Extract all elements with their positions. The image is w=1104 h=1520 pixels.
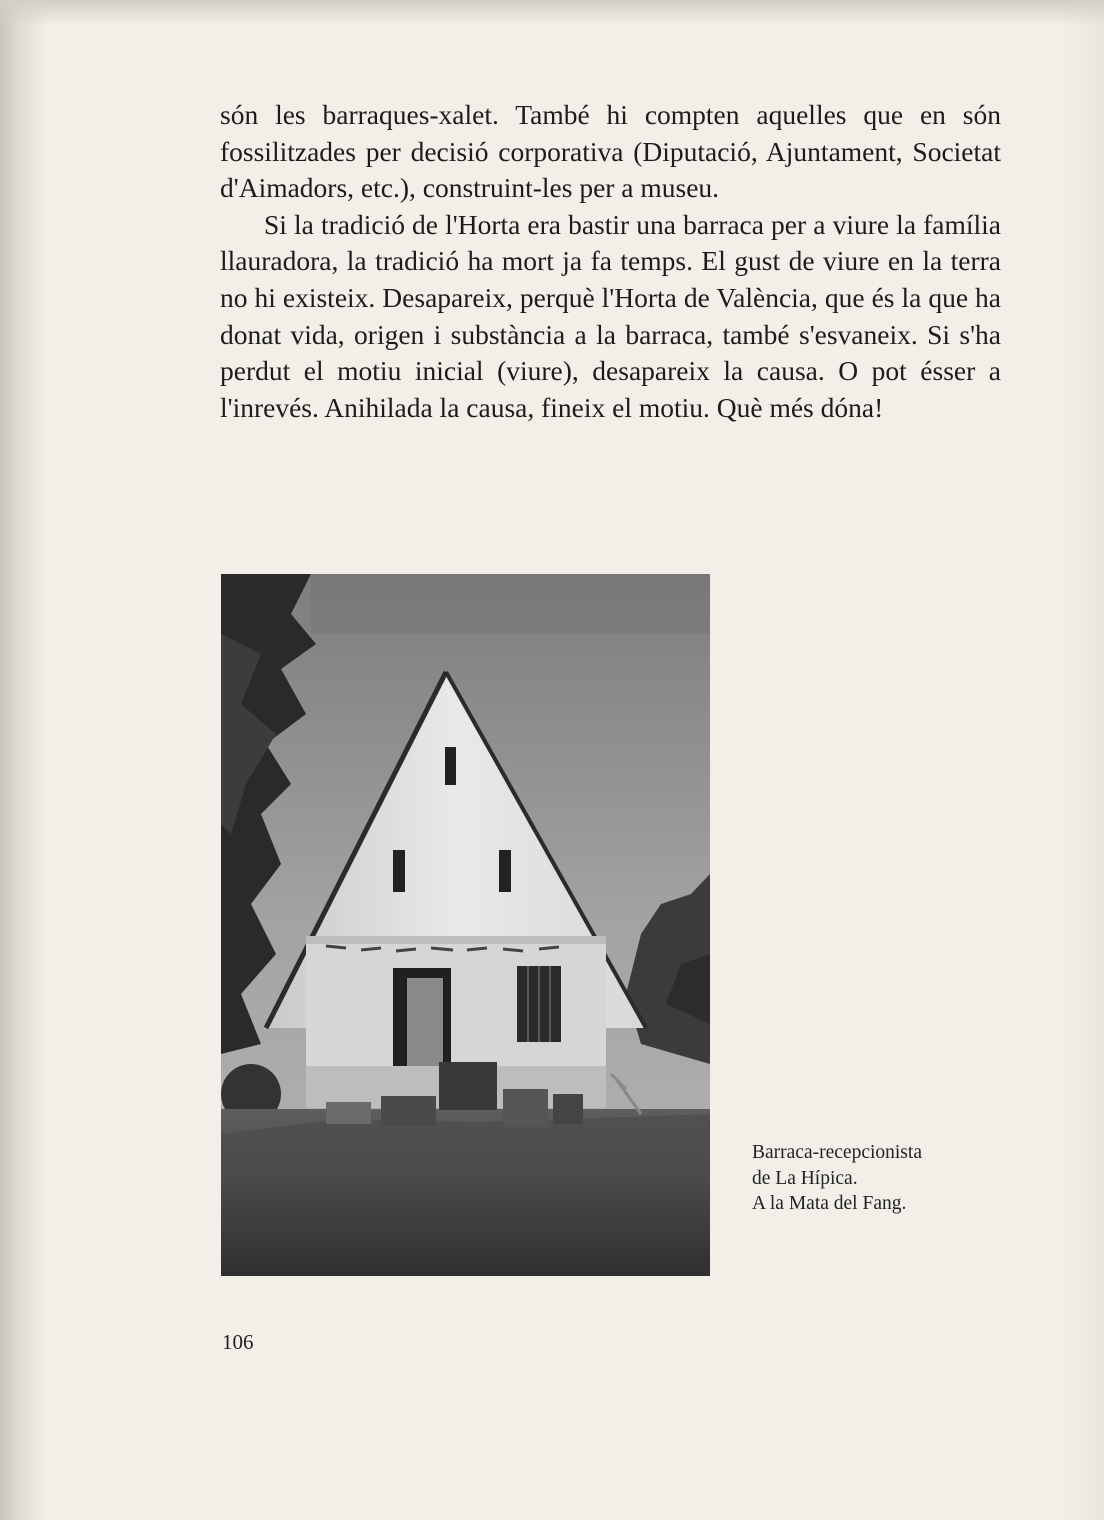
caption-line: A la Mata del Fang.	[752, 1193, 907, 1214]
paragraph-1: són les barraques-xalet. També hi compten aquelles que en són fossilitzades per decisió corporativa (Diputació, Ajuntament, Societat d'Aimadors, etc.), construint-les per a museu.	[220, 99, 1001, 204]
paragraph-2: Si la tradició de l'Horta era bastir una barraca per a viure la família llauradora, la tradició ha mort ja fa temps. El gust de viure en la terra no hi existeix. Desapareix, perquè l'Horta de València, que és la que ha donat vida, origen i substància a la barraca, també s'esvaneix. Si s'ha perdut el motiu inicial (viure), desapareix la causa. O pot ésser a l'inrevés. Anihilada la causa, fineix el motiu. Què més dóna!	[220, 208, 1001, 423]
body-text	[220, 97, 1001, 426]
page-number: 106	[222, 1330, 254, 1354]
caption-line: Barraca-recepcionista	[752, 1142, 922, 1163]
figure-caption	[752, 1140, 982, 1217]
page-edge-top	[0, 0, 1104, 26]
page-edge-right	[1064, 0, 1104, 1520]
page-edge-left	[0, 0, 46, 1520]
caption-line: de La Hípica.	[752, 1167, 858, 1189]
barraca-photo	[221, 574, 710, 1276]
